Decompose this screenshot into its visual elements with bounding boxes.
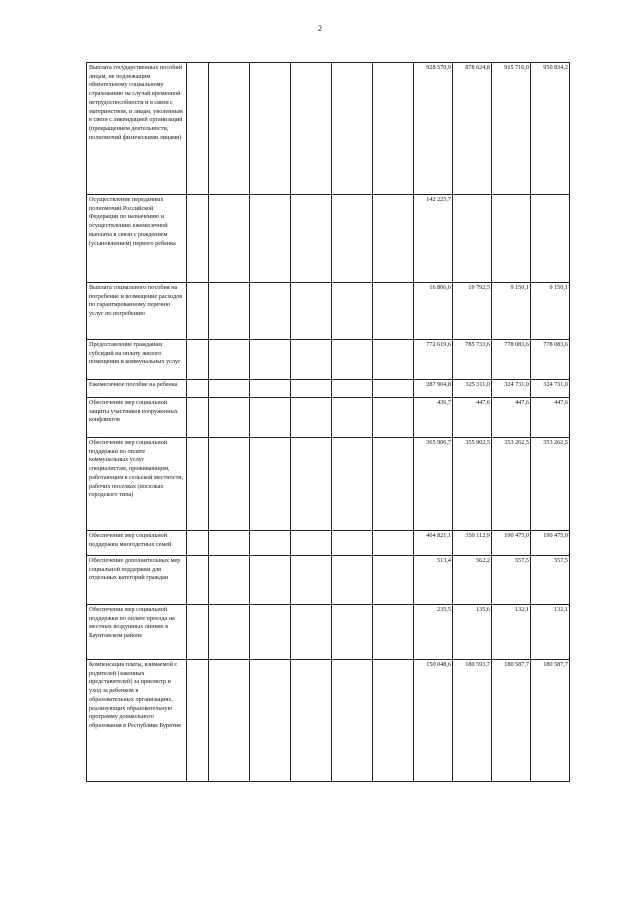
empty-code-cell <box>291 380 332 398</box>
table-row <box>87 438 570 531</box>
empty-code-cell <box>332 340 373 380</box>
value-cell-4: 132,1 <box>531 605 570 660</box>
table-row <box>87 398 570 438</box>
value-cell-1: 16 806,6 <box>414 283 453 340</box>
value-cell-3: 9 150,1 <box>492 283 531 340</box>
empty-code-cell <box>291 438 332 531</box>
value-cell-4: 447,6 <box>531 398 570 438</box>
empty-code-cell <box>373 283 414 340</box>
value-cell-2: 785 733,6 <box>453 340 492 380</box>
empty-code-cell <box>373 195 414 283</box>
empty-code-cell <box>291 283 332 340</box>
empty-code-cell <box>373 605 414 660</box>
budget-table-body <box>87 63 570 782</box>
empty-code-cell <box>209 398 250 438</box>
value-cell-4: 324 731,0 <box>531 380 570 398</box>
value-cell-2: 350 112,9 <box>453 531 492 556</box>
row-name-cell: Выплата государственных пособий лицам, не подлежащим обязательному социальному страхованию на случай временной нетрудоспособности и в связи с материнством, и лицам, уволенным в связи с ликвидацией организаций (прекращением деятельности, полномочий физическими лицами) <box>87 63 187 195</box>
table-row <box>87 380 570 398</box>
value-cell-3: 447,6 <box>492 398 531 438</box>
empty-code-cell <box>332 660 373 782</box>
empty-code-cell <box>209 380 250 398</box>
value-cell-4: 950 834,2 <box>531 63 570 195</box>
empty-code-cell <box>332 380 373 398</box>
value-cell-2: 180 593,7 <box>453 660 492 782</box>
empty-code-cell <box>187 531 209 556</box>
value-cell-1: 928 570,9 <box>414 63 453 195</box>
table-row <box>87 605 570 660</box>
empty-code-cell <box>187 380 209 398</box>
value-cell-1: 287 904,8 <box>414 380 453 398</box>
value-cell-3 <box>492 195 531 283</box>
empty-code-cell <box>332 438 373 531</box>
empty-code-cell <box>332 556 373 605</box>
empty-code-cell <box>250 195 291 283</box>
row-name-cell: Выплата социального пособия на погребение и возмещение расходов по гарантированному перечню услуг по погребению <box>87 283 187 340</box>
empty-code-cell <box>187 195 209 283</box>
row-name-cell: Обеспечение мер социальной поддержки по оплате проезда на местных воздушных линиях в Баунтовском районе <box>87 605 187 660</box>
value-cell-1: 772 619,6 <box>414 340 453 380</box>
empty-code-cell <box>291 531 332 556</box>
value-cell-4: 180 587,7 <box>531 660 570 782</box>
budget-table <box>86 62 570 782</box>
empty-code-cell <box>291 398 332 438</box>
empty-code-cell <box>332 605 373 660</box>
value-cell-4 <box>531 195 570 283</box>
empty-code-cell <box>250 63 291 195</box>
empty-code-cell <box>291 660 332 782</box>
row-name-cell: Компенсация платы, взимаемой с родителей (законных представителей) за присмотр и уход за ребенком в образовательных организациях, реализующих образовательную программу дошкольного образования в Республике Бурятия <box>87 660 187 782</box>
value-cell-1: 436,7 <box>414 398 453 438</box>
empty-code-cell <box>332 63 373 195</box>
empty-code-cell <box>187 660 209 782</box>
empty-code-cell <box>209 340 250 380</box>
empty-code-cell <box>250 660 291 782</box>
value-cell-1: 513,4 <box>414 556 453 605</box>
empty-code-cell <box>209 556 250 605</box>
empty-code-cell <box>332 398 373 438</box>
empty-code-cell <box>373 438 414 531</box>
empty-code-cell <box>373 660 414 782</box>
empty-code-cell <box>209 605 250 660</box>
empty-code-cell <box>250 398 291 438</box>
value-cell-2: 19 792,5 <box>453 283 492 340</box>
empty-code-cell <box>187 605 209 660</box>
row-name-cell: Обеспечение мер социальной защиты участников вооруженных конфликтов <box>87 398 187 438</box>
empty-code-cell <box>332 283 373 340</box>
row-name-cell: Обеспечение мер социальной поддержки многодетных семей <box>87 531 187 556</box>
empty-code-cell <box>209 195 250 283</box>
row-name-cell: Ежемесячное пособие на ребенка <box>87 380 187 398</box>
value-cell-2: 878 624,8 <box>453 63 492 195</box>
empty-code-cell <box>209 438 250 531</box>
empty-code-cell <box>250 531 291 556</box>
empty-code-cell <box>373 63 414 195</box>
value-cell-2: 325 311,0 <box>453 380 492 398</box>
empty-code-cell <box>187 438 209 531</box>
row-name-cell: Предоставление гражданам субсидий на оплату жилого помещения и коммунальных услуг <box>87 340 187 380</box>
empty-code-cell <box>373 556 414 605</box>
value-cell-2: 562,2 <box>453 556 492 605</box>
value-cell-4: 9 150,1 <box>531 283 570 340</box>
table-row <box>87 340 570 380</box>
value-cell-2: 135,6 <box>453 605 492 660</box>
table-row <box>87 556 570 605</box>
value-cell-4: 557,5 <box>531 556 570 605</box>
row-name-cell: Обеспечение мер социальной поддержки по оплате коммунальных услуг специалистам, проживающим, работающим в сельской местности, рабочих поселках (поселках городского типа) <box>87 438 187 531</box>
empty-code-cell <box>187 283 209 340</box>
empty-code-cell <box>187 556 209 605</box>
value-cell-4: 190 475,0 <box>531 531 570 556</box>
empty-code-cell <box>187 340 209 380</box>
empty-code-cell <box>373 340 414 380</box>
empty-code-cell <box>373 398 414 438</box>
empty-code-cell <box>250 283 291 340</box>
table-row <box>87 660 570 782</box>
value-cell-1: 142 225,7 <box>414 195 453 283</box>
empty-code-cell <box>209 63 250 195</box>
empty-code-cell <box>250 556 291 605</box>
table-row <box>87 283 570 340</box>
empty-code-cell <box>209 531 250 556</box>
row-name-cell: Осуществление переданных полномочий Российской Федерации по назначению и осуществлению ежемесячной выплаты в связи с рождением (усыновлением) первого ребенка <box>87 195 187 283</box>
value-cell-4: 353 262,5 <box>531 438 570 531</box>
value-cell-4: 778 083,6 <box>531 340 570 380</box>
value-cell-2 <box>453 195 492 283</box>
empty-code-cell <box>373 380 414 398</box>
empty-code-cell <box>332 195 373 283</box>
empty-code-cell <box>209 660 250 782</box>
page-number: 2 <box>318 24 322 33</box>
row-name-cell: Обеспечение дополнительных мер социальной поддержки для отдельных категорий граждан <box>87 556 187 605</box>
value-cell-3: 324 731,0 <box>492 380 531 398</box>
empty-code-cell <box>187 63 209 195</box>
value-cell-3: 778 083,6 <box>492 340 531 380</box>
value-cell-1: 404 821,1 <box>414 531 453 556</box>
empty-code-cell <box>187 398 209 438</box>
value-cell-3: 180 587,7 <box>492 660 531 782</box>
empty-code-cell <box>332 531 373 556</box>
value-cell-3: 132,1 <box>492 605 531 660</box>
value-cell-2: 447,6 <box>453 398 492 438</box>
empty-code-cell <box>250 340 291 380</box>
value-cell-3: 353 262,5 <box>492 438 531 531</box>
value-cell-2: 355 902,5 <box>453 438 492 531</box>
empty-code-cell <box>373 531 414 556</box>
empty-code-cell <box>291 605 332 660</box>
empty-code-cell <box>291 340 332 380</box>
value-cell-1: 235,5 <box>414 605 453 660</box>
value-cell-1: 150 048,6 <box>414 660 453 782</box>
empty-code-cell <box>209 283 250 340</box>
empty-code-cell <box>291 63 332 195</box>
empty-code-cell <box>291 195 332 283</box>
value-cell-3: 915 716,0 <box>492 63 531 195</box>
empty-code-cell <box>250 605 291 660</box>
table-row <box>87 531 570 556</box>
table-row <box>87 63 570 195</box>
empty-code-cell <box>291 556 332 605</box>
empty-code-cell <box>250 380 291 398</box>
value-cell-3: 190 475,0 <box>492 531 531 556</box>
value-cell-3: 557,5 <box>492 556 531 605</box>
value-cell-1: 365 906,7 <box>414 438 453 531</box>
table-row <box>87 195 570 283</box>
empty-code-cell <box>250 438 291 531</box>
